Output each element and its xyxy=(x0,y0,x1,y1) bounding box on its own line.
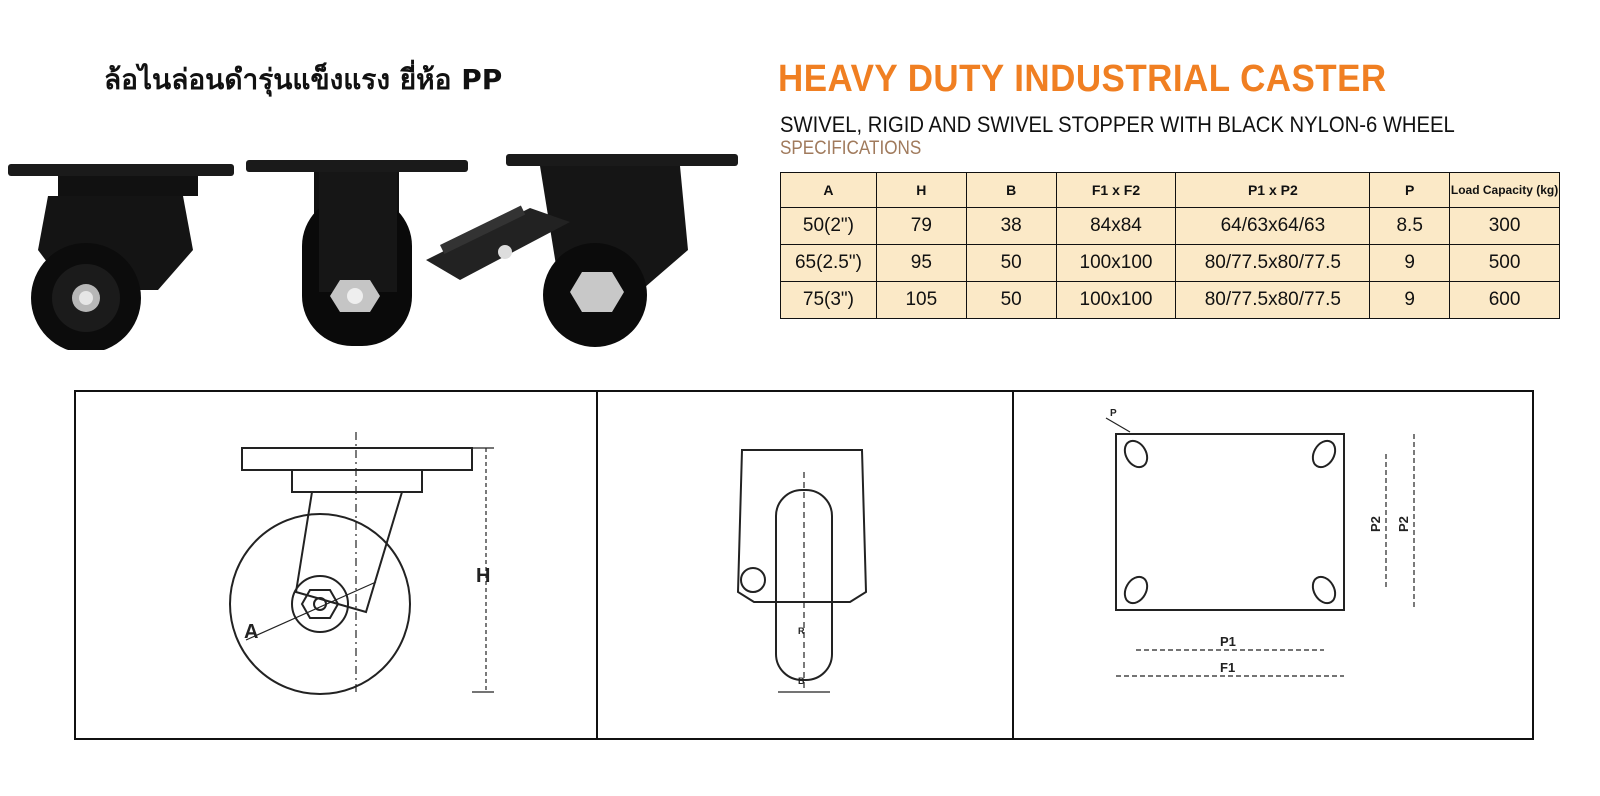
dimension-label-r: R xyxy=(798,626,805,636)
cell-p12: 80/77.5x80/77.5 xyxy=(1176,282,1370,319)
cell-f: 100x100 xyxy=(1056,282,1176,319)
cell-f: 84x84 xyxy=(1056,208,1176,245)
dimension-label-p: P xyxy=(1110,408,1117,419)
cell-a: 50(2") xyxy=(781,208,877,245)
table-row xyxy=(781,245,1560,282)
main-title: HEAVY DUTY INDUSTRIAL CASTER xyxy=(778,58,1387,100)
side-view-drawing xyxy=(76,392,596,738)
dimension-label-p2: P2 xyxy=(1368,516,1383,532)
swivel-caster-photo xyxy=(8,160,238,350)
table-row xyxy=(781,208,1560,245)
header-a: A xyxy=(781,173,877,208)
subtitle: SWIVEL, RIGID AND SWIVEL STOPPER WITH BLACK NYLON-6 WHEEL xyxy=(780,112,1455,137)
header-f: F1 x F2 xyxy=(1056,173,1176,208)
header-b: B xyxy=(966,173,1056,208)
dimension-label-p1: P1 xyxy=(1220,634,1236,649)
header-h: H xyxy=(876,173,966,208)
dimension-label-b: B xyxy=(798,676,805,686)
header-p: P xyxy=(1370,173,1450,208)
cell-f: 100x100 xyxy=(1056,245,1176,282)
product-photos xyxy=(0,140,760,360)
front-view-drawing xyxy=(598,392,1012,738)
specifications-table xyxy=(780,172,1560,319)
cell-a: 75(3") xyxy=(781,282,877,319)
cell-p: 8.5 xyxy=(1370,208,1450,245)
cell-h: 95 xyxy=(876,245,966,282)
header-p12: P1 x P2 xyxy=(1176,173,1370,208)
specifications-label: SPECIFICATIONS xyxy=(780,138,922,159)
cell-p12: 64/63x64/63 xyxy=(1176,208,1370,245)
dimension-label-f1: F1 xyxy=(1220,660,1236,675)
cell-a: 65(2.5") xyxy=(781,245,877,282)
cell-p12: 80/77.5x80/77.5 xyxy=(1176,245,1370,282)
cell-load: 500 xyxy=(1450,245,1560,282)
cell-b: 50 xyxy=(966,245,1056,282)
cell-b: 50 xyxy=(966,282,1056,319)
dimension-label-h: H xyxy=(476,565,491,587)
header-load-capacity: Load Capacity (kg) xyxy=(1450,173,1560,208)
table-header-row xyxy=(781,173,1560,208)
cell-load: 300 xyxy=(1450,208,1560,245)
technical-drawings xyxy=(74,390,1534,740)
cell-load: 600 xyxy=(1450,282,1560,319)
cell-p: 9 xyxy=(1370,282,1450,319)
dimension-label-a: A xyxy=(244,621,259,643)
cell-h: 79 xyxy=(876,208,966,245)
stopper-caster-photo xyxy=(420,150,740,350)
dimension-label-f2: P2 xyxy=(1396,516,1411,532)
cell-h: 105 xyxy=(876,282,966,319)
cell-b: 38 xyxy=(966,208,1056,245)
thai-title: ล้อไนล่อนดำรุ่นแข็งแรง ยี่ห้อ PP xyxy=(104,63,503,96)
cell-p: 9 xyxy=(1370,245,1450,282)
top-view-drawing xyxy=(1014,392,1534,738)
table-row xyxy=(781,282,1560,319)
